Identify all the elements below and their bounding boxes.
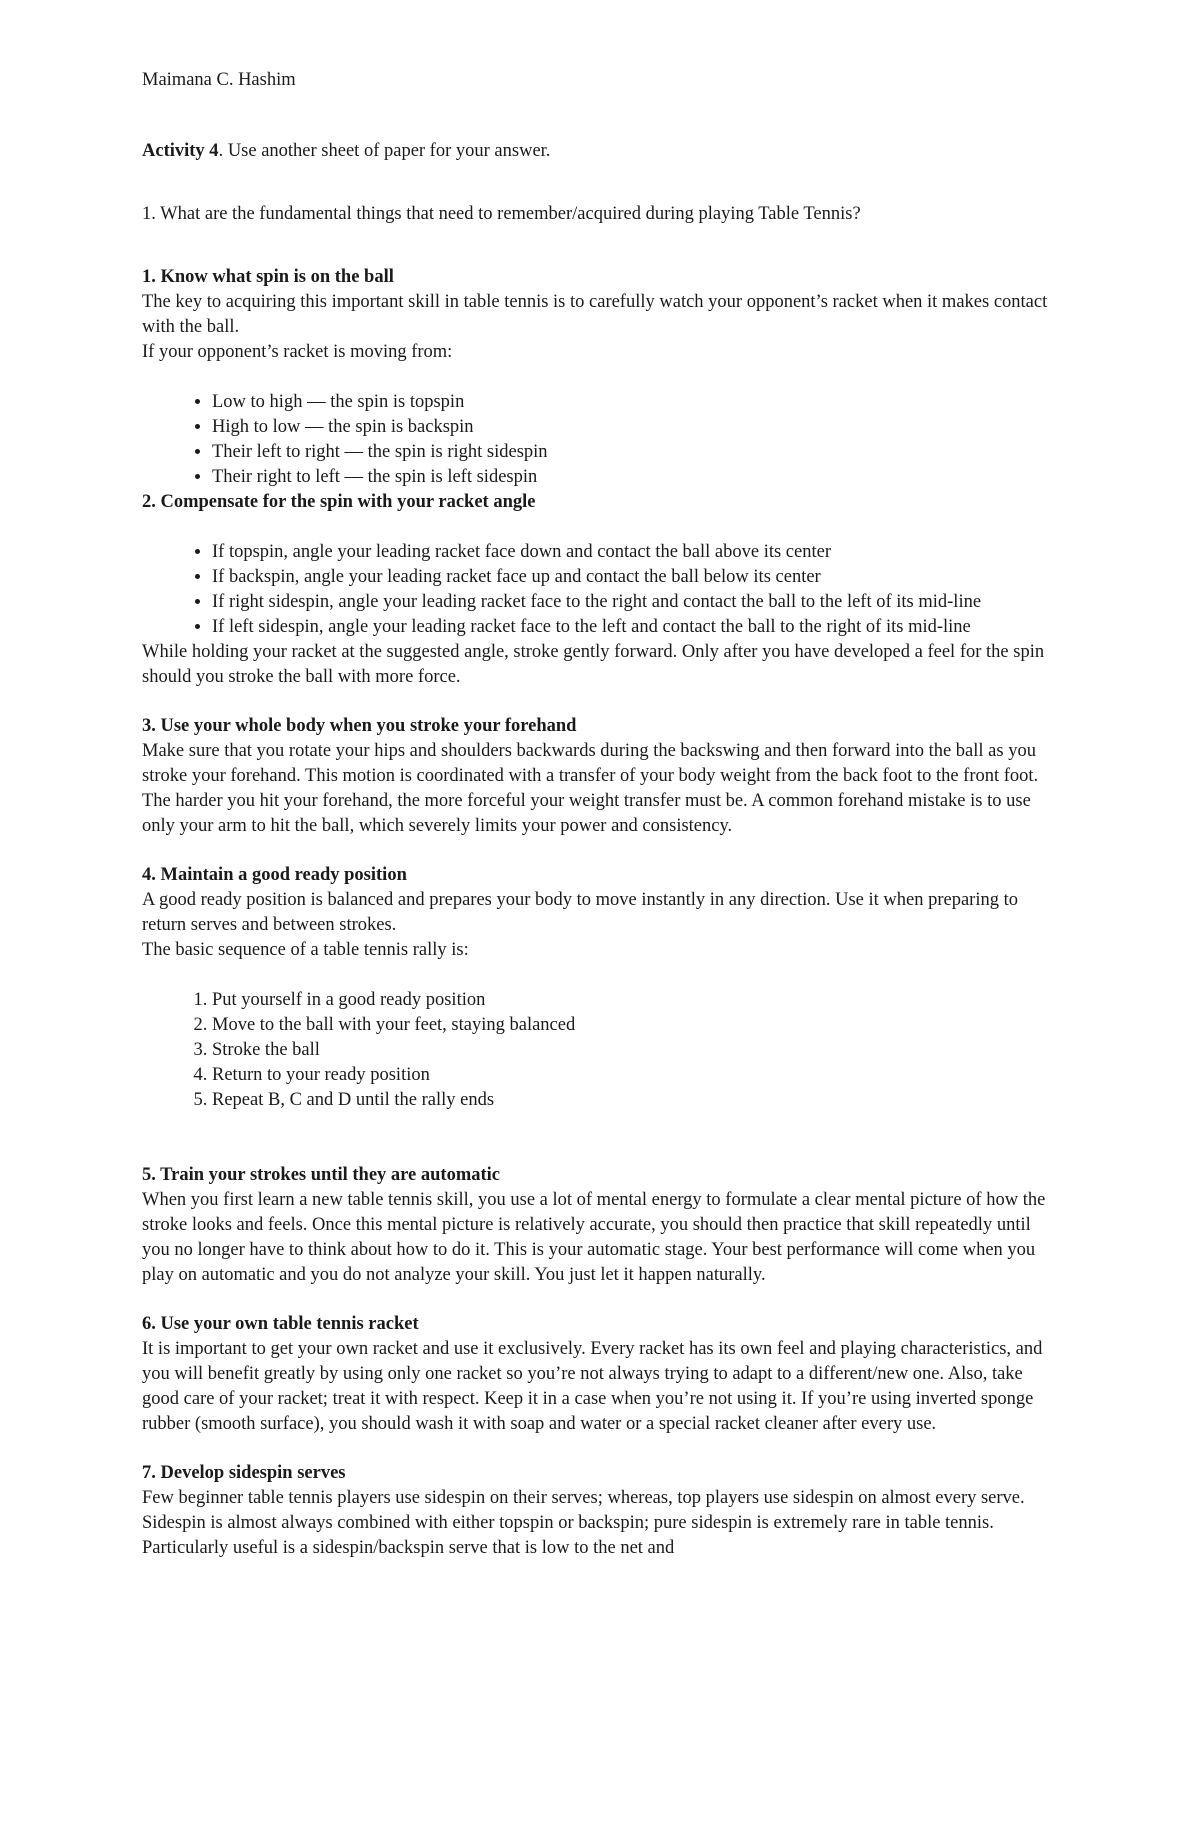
list-item: • Their left to right — the spin is right sidespin <box>212 440 1062 465</box>
section-title: 5. Train your strokes until they are automatic <box>142 1165 501 1185</box>
racket-angle-bullet-list <box>142 540 1062 640</box>
section-title: 3. Use your whole body when you stroke your forehand <box>142 716 577 736</box>
list-item: • If backspin, angle your leading racket face up and contact the ball below its center <box>212 565 1062 590</box>
section-paragraph: A good ready position is balanced and prepares your body to move instantly in any direction. Use it when preparing to return serves and between strokes. <box>142 890 1018 935</box>
section-2 <box>142 490 1062 690</box>
rally-sequence-list <box>142 988 1062 1113</box>
document-page <box>142 68 1062 1561</box>
section-6 <box>142 1312 1062 1437</box>
spin-bullet-list <box>142 390 1062 490</box>
section-paragraph: Make sure that you rotate your hips and shoulders backwards during the backswing and then forward into the ball as you stroke your forehand. This motion is coordinated with a transfer of your body weight from the back foot to the front foot. The harder you hit your forehand, the more forceful your weight transfer must be. A common forehand mistake is to use only your arm to hit the ball, which severely limits your power and consistency. <box>142 741 1039 836</box>
section-paragraph: When you first learn a new table tennis skill, you use a lot of mental energy to formulate a clear mental picture of how the stroke looks and feels. Once this mental picture is relatively accurate, you should then practice that skill repeatedly until you no longer have to think about how to do it. This is your automatic stage. Your best performance will come when you play on automatic and you do not analyze your skill. You just let it happen naturally. <box>142 1190 1046 1285</box>
activity-instruction <box>142 139 1062 164</box>
section-7 <box>142 1461 1062 1561</box>
list-item: • If topspin, angle your leading racket face down and contact the ball above its center <box>212 540 1062 565</box>
section-paragraph: The basic sequence of a table tennis rally is: <box>142 940 469 960</box>
section-title: 7. Develop sidespin serves <box>142 1463 346 1483</box>
list-item: 5. Repeat B, C and D until the rally ends <box>212 1088 1062 1113</box>
section-paragraph: Few beginner table tennis players use sidespin on their serves; whereas, top players use sidespin on almost every serve. Sidespin is almost always combined with either topspin or backspin; pure sidespin is extremely rare in table tennis. Particularly useful is a sidespin/backspin serve that is low to the net and <box>142 1488 1025 1558</box>
list-item: • If right sidespin, angle your leading racket face to the right and contact the ball to the left of its mid-line <box>212 590 1062 615</box>
list-item: • Their right to left — the spin is left sidespin <box>212 465 1062 490</box>
list-item: 2. Move to the ball with your feet, staying balanced <box>212 1013 1062 1038</box>
list-item: • Low to high — the spin is topspin <box>212 390 1062 415</box>
section-title: 6. Use your own table tennis racket <box>142 1314 419 1334</box>
list-item: 3. Stroke the ball <box>212 1038 1062 1063</box>
section-1 <box>142 265 1062 490</box>
section-title: 1. Know what spin is on the ball <box>142 267 394 287</box>
section-3 <box>142 714 1062 839</box>
section-title: 4. Maintain a good ready position <box>142 865 407 885</box>
list-item: 1. Put yourself in a good ready position <box>212 988 1062 1013</box>
section-paragraph: While holding your racket at the suggested angle, stroke gently forward. Only after you have developed a feel for the spin should you stroke the ball with more force. <box>142 642 1045 687</box>
section-paragraph: If your opponent’s racket is moving from: <box>142 342 453 362</box>
section-paragraph: It is important to get your own racket and use it exclusively. Every racket has its own feel and playing characteristics, and you will benefit greatly by using only one racket so you’re not always trying to adapt to a different/new one. Also, take good care of your racket; treat it with respect. Keep it in a case when you’re not using it. If you’re using inverted sponge rubber (smooth surface), you should wash it with soap and water or a special racket cleaner after every use. <box>142 1339 1043 1434</box>
section-5 <box>142 1163 1062 1288</box>
section-title: 2. Compensate for the spin with your racket angle <box>142 492 536 512</box>
activity-text: . Use another sheet of paper for your answer. <box>218 141 551 161</box>
list-item: • If left sidespin, angle your leading racket face to the left and contact the ball to the right of its mid-line <box>212 615 1062 640</box>
section-paragraph: The key to acquiring this important skill in table tennis is to carefully watch your opponent’s racket when it makes contact with the ball. <box>142 292 1048 337</box>
section-4 <box>142 863 1062 1113</box>
activity-label: Activity 4 <box>142 141 219 161</box>
list-item: • High to low — the spin is backspin <box>212 415 1062 440</box>
list-item: 4. Return to your ready position <box>212 1063 1062 1088</box>
author-name: Maimana C. Hashim <box>142 70 296 90</box>
question-text: 1. What are the fundamental things that need to remember/acquired during playing Table Tennis? <box>142 204 861 224</box>
